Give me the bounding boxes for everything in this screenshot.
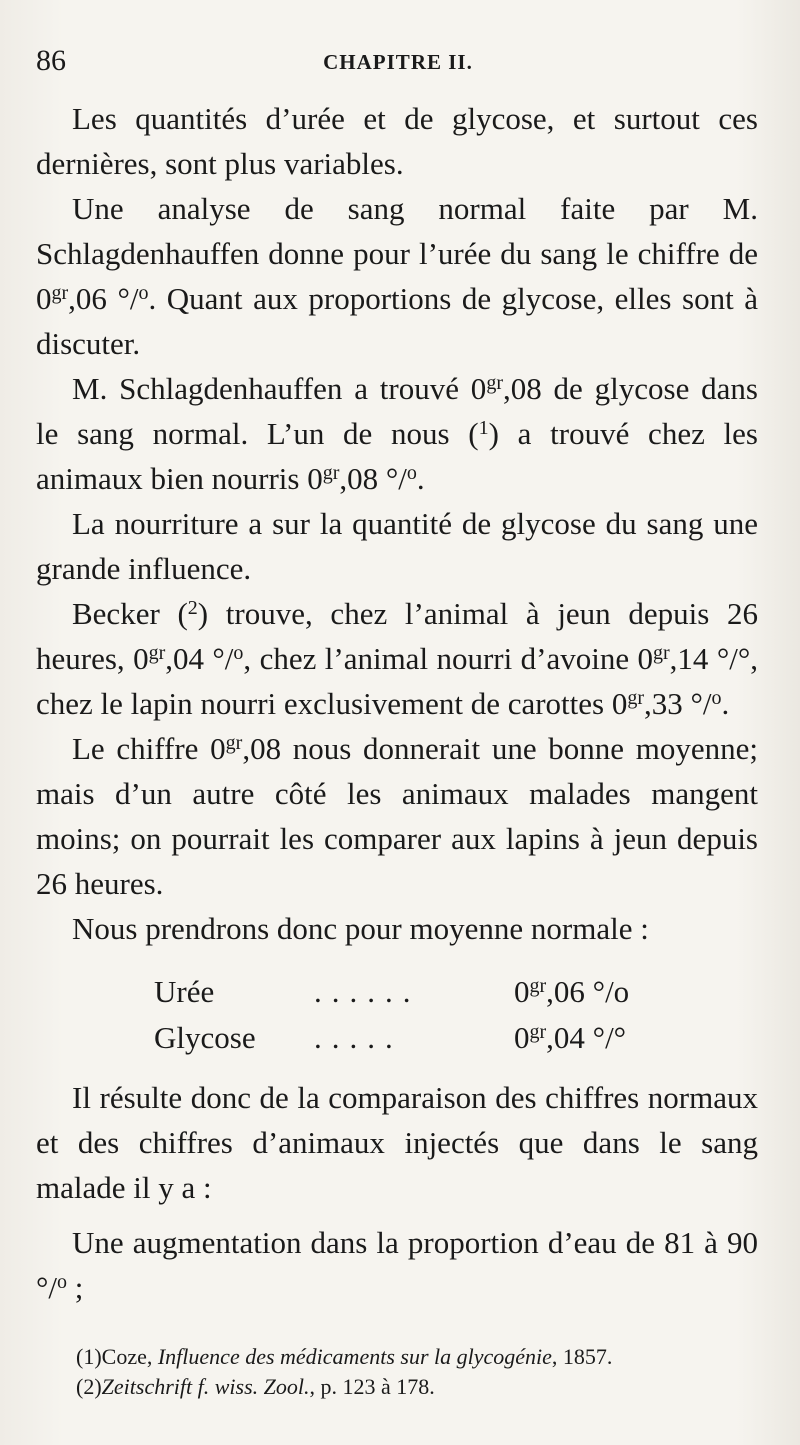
p9-pct: o xyxy=(57,1271,68,1293)
page-body xyxy=(36,96,758,1310)
paragraph-8-text: Il résulte donc de la comparaison des chiffres normaux et des chiffres d’animaux injectés que dans le sang malade il y a : xyxy=(36,1080,758,1205)
measure-value xyxy=(514,969,674,1015)
p5-text-b: ) trouve, chez l’animal à jeun depuis 26 heures, 0 xyxy=(36,596,758,676)
footnote-ref-2[interactable]: 2 xyxy=(187,597,198,619)
p5-text-e: ,14 °/°, chez le lapin nourri exclusivement de carottes 0 xyxy=(36,641,758,721)
p5-text-g: . xyxy=(721,686,730,721)
p2-unit: gr xyxy=(51,282,69,304)
paragraph-9 xyxy=(36,1220,758,1310)
p3-text-a: M. Schlagdenhauffen a trouvé 0 xyxy=(72,371,487,406)
paragraph-6 xyxy=(36,726,758,906)
p6-text-a: Le chiffre 0 xyxy=(72,731,226,766)
paragraph-7 xyxy=(36,906,758,951)
measure-unit: gr xyxy=(529,975,547,997)
p3-text-e: . xyxy=(416,461,425,496)
p5-unit: gr xyxy=(148,642,166,664)
measure-value-dec: ,06 °/o xyxy=(546,974,630,1009)
p3-text-d: ,08 °/ xyxy=(339,461,407,496)
p3-text-b: ,08 de glycose dans le sang normal. L’un de nous ( xyxy=(36,371,758,451)
measure-value-int: 0 xyxy=(514,1020,530,1055)
p5-unit-2: gr xyxy=(653,642,670,664)
p3-unit: gr xyxy=(486,372,503,394)
p5-text-a: Becker ( xyxy=(72,596,188,631)
footnotes xyxy=(76,1342,756,1402)
p5-pct-2: o xyxy=(711,687,722,709)
page-header xyxy=(36,44,760,84)
footnote-title: Influence des médicaments sur la glycogénie xyxy=(157,1344,552,1369)
measure-name: Glycose xyxy=(154,1020,256,1055)
measure-value-dec: ,04 °/° xyxy=(546,1020,627,1055)
paragraph-2 xyxy=(36,186,758,366)
paragraph-4-text: La nourriture a sur la quantité de glycose du sang une grande influence. xyxy=(36,506,758,586)
measure-row-uree xyxy=(154,969,674,1015)
footnote-text: Coze, xyxy=(101,1344,158,1369)
p5-text-f: ,33 °/ xyxy=(644,686,712,721)
footnote-title: Zeitschrift f. wiss. Zool. xyxy=(101,1374,310,1399)
p6-text-b: ,08 nous donnerait une bonne moyenne; mais d’un autre côté les animaux malades mangent moins; on pourrait les comparer aux lapins à jeun depuis 26 heures. xyxy=(36,731,758,901)
footnote-2 xyxy=(76,1372,756,1402)
measure-unit: gr xyxy=(529,1021,547,1043)
footnote-text-end: , p. 123 à 178. xyxy=(309,1374,435,1399)
measure-name: Urée xyxy=(154,974,215,1009)
p2-text-b: ,06 °/ xyxy=(68,281,139,316)
measure-row-glycose xyxy=(154,1015,674,1061)
p5-text-c: ,04 °/ xyxy=(165,641,234,676)
footnote-ref-1[interactable]: 1 xyxy=(478,417,489,439)
p2-text-c: . Quant aux proportions de glycose, elles sont à discuter. xyxy=(36,281,758,361)
running-head: CHAPITRE II. xyxy=(323,50,473,74)
p2-pct: o xyxy=(138,282,149,304)
paragraph-1-text: Les quantités d’urée et de glycose, et surtout ces dernières, sont plus variables. xyxy=(36,101,758,181)
paragraph-3 xyxy=(36,366,758,501)
p5-unit-3: gr xyxy=(627,687,645,709)
p5-text-d: , chez l’animal nourri d’avoine 0 xyxy=(243,641,653,676)
normal-average-list xyxy=(154,969,674,1061)
measure-leader-dots: ...... xyxy=(314,974,421,1009)
paragraph-7-text: Nous prendrons donc pour moyenne normale : xyxy=(72,911,649,946)
p2-text-a: Une analyse de sang normal faite par M. Schlagdenhauffen donne pour l’urée du sang le chiffre de 0 xyxy=(36,191,758,316)
measure-leader-dots: ..... xyxy=(314,1020,403,1055)
p6-unit: gr xyxy=(225,732,243,754)
measure-value xyxy=(514,1015,674,1061)
p9-text-b: ; xyxy=(67,1270,84,1305)
p5-pct: o xyxy=(233,642,244,664)
p9-text-a: Une augmentation dans la proportion d’eau de 81 à 90 °/ xyxy=(36,1225,758,1305)
footnote-marker: (2) xyxy=(76,1374,102,1399)
measure-value-int: 0 xyxy=(514,974,530,1009)
paragraph-5 xyxy=(36,591,758,726)
footnote-1 xyxy=(76,1342,756,1372)
p3-pct: o xyxy=(406,462,417,484)
p3-text-c: ) a trouvé chez les animaux bien nourris 0 xyxy=(36,416,758,496)
p3-unit-2: gr xyxy=(322,462,340,484)
paragraph-8 xyxy=(36,1075,758,1210)
page-number: 86 xyxy=(36,44,66,77)
paragraph-4 xyxy=(36,501,758,591)
paragraph-1 xyxy=(36,96,758,186)
footnote-text-end: , 1857. xyxy=(551,1344,613,1369)
footnote-marker: (1) xyxy=(76,1344,102,1369)
